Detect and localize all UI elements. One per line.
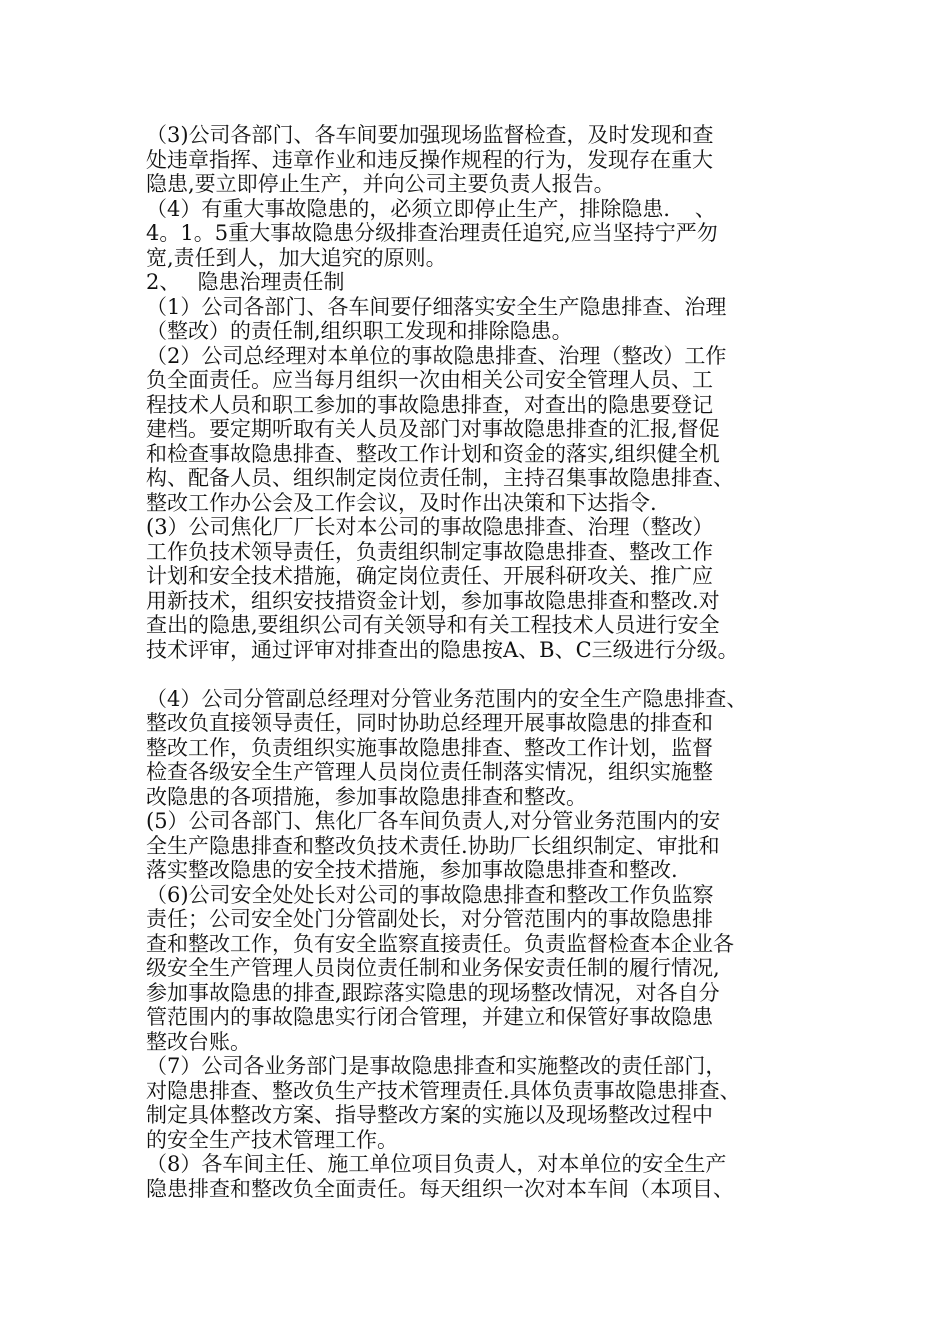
text-line: 隐患,要立即停止生产，并向公司主要负责人报告。 bbox=[146, 172, 615, 196]
text-line: 隐患排查和整改负全面责任。每天组织一次对本车间（本项目、 bbox=[146, 1176, 734, 1201]
text-line: 工作负技术领导责任，负责组织制定事故隐患排查、整改工作 bbox=[146, 539, 713, 564]
text-line: 技术评审，通过评审对排查出的隐患按A、B、C三级进行分级。 bbox=[146, 637, 739, 662]
text-line: 和检查事故隐患排查、整改工作计划和资金的落实,组织健全机 bbox=[146, 441, 720, 466]
text-line: （2）公司总经理对本单位的事故隐患排查、治理（整改）工作 bbox=[146, 343, 727, 368]
text-line: （4）有重大事故隐患的，必须立即停止生产，排除隐患． 、 bbox=[146, 196, 716, 221]
text-line: 级安全生产管理人员岗位责任制和业务保安责任制的履行情况, bbox=[146, 956, 720, 980]
text-line: 程技术人员和职工参加的事故隐患排查，对查出的隐患要登记 bbox=[146, 392, 713, 417]
text-line: 检查各级安全生产管理人员岗位责任制落实情况，组织实施整 bbox=[146, 760, 713, 784]
text-line: 宽,责任到人，加大追究的原则。 bbox=[146, 245, 447, 270]
text-line: 整改工作，负责组织实施事故隐患排查、整改工作计划，监督 bbox=[146, 735, 713, 760]
text-line: 整改负直接领导责任，同时协助总经理开展事故隐患的排查和 bbox=[146, 711, 713, 735]
text-line: (3）公司焦化厂厂长对本公司的事故隐患排查、治理（整改） bbox=[146, 515, 714, 539]
text-line: 责任；公司安全处门分管副处长，对分管范围内的事故隐患排 bbox=[146, 907, 713, 931]
text-line: 的安全生产技术管理工作。 bbox=[146, 1127, 398, 1152]
text-line: 改隐患的各项措施，参加事故隐患排查和整改。 bbox=[146, 784, 587, 809]
text-line: 落实整改隐患的安全技术措施，参加事故隐患排查和整改. bbox=[146, 858, 678, 882]
text-line: 计划和安全技术措施，确定岗位责任、开展科研攻关、推广应 bbox=[146, 564, 713, 588]
text-line: 建档。要定期听取有关人员及部门对事故隐患排查的汇报,督促 bbox=[146, 417, 720, 441]
text-line: （4）公司分管副总经理对分管业务范围内的安全生产隐患排查、 bbox=[146, 686, 748, 711]
text-line: （8）各车间主任、施工单位项目负责人，对本单位的安全生产 bbox=[146, 1152, 727, 1176]
text-line: 负全面责任。应当每月组织一次由相关公司安全管理人员、工 bbox=[146, 368, 713, 392]
paragraph-gap bbox=[146, 662, 836, 687]
text-line: 参加事故隐患的排查,跟踪落实隐患的现场整改情况，对各自分 bbox=[146, 980, 720, 1005]
text-line: 管范围内的事故隐患实行闭合管理，并建立和保管好事故隐患 bbox=[146, 1005, 713, 1029]
text-line: （3)公司各部门、各车间要加强现场监督检查，及时发现和查 bbox=[146, 123, 714, 147]
document-body bbox=[146, 123, 836, 1201]
text-line: （6)公司安全处处长对公司的事故隐患排查和整改工作负监察 bbox=[146, 882, 714, 907]
text-line: 构、配备人员、组织制定岗位责任制，主持召集事故隐患排查、 bbox=[146, 466, 734, 490]
section-heading: 2、 隐患治理责任制 bbox=[146, 270, 345, 294]
text-line: 查和整改工作，负有安全监察直接责任。负责监督检查本企业各 bbox=[146, 931, 734, 956]
text-line: （整改）的责任制,组织职工发现和排除隐患。 bbox=[146, 319, 573, 343]
text-line: 制定具体整改方案、指导整改方案的实施以及现场整改过程中 bbox=[146, 1103, 713, 1127]
text-line: 全生产隐患排查和整改负技术责任.协助厂长组织制定、审批和 bbox=[146, 833, 720, 858]
text-line: （1）公司各部门、各车间要仔细落实安全生产隐患排查、治理 bbox=[146, 294, 727, 319]
text-line: 处违章指挥、违章作业和违反操作规程的行为，发现存在重大 bbox=[146, 147, 713, 172]
text-line: (5）公司各部门、焦化厂各车间负责人,对分管业务范围内的安 bbox=[146, 809, 721, 833]
text-line: 对隐患排查、整改负生产技术管理责任.具体负责事故隐患排查、 bbox=[146, 1078, 741, 1103]
text-line: 4。1。5重大事故隐患分级排查治理责任追究,应当坚持宁严勿 bbox=[146, 221, 718, 245]
text-line: 整改台账。 bbox=[146, 1029, 251, 1054]
text-line: 整改工作办公会及工作会议，及时作出决策和下达指令. bbox=[146, 490, 657, 515]
text-line: 查出的隐患,要组织公司有关领导和有关工程技术人员进行安全 bbox=[146, 613, 720, 637]
text-line: （7）公司各业务部门是事故隐患排查和实施整改的责任部门， bbox=[146, 1054, 727, 1078]
text-line: 用新技术，组织安技措资金计划，参加事故隐患排查和整改.对 bbox=[146, 588, 720, 613]
